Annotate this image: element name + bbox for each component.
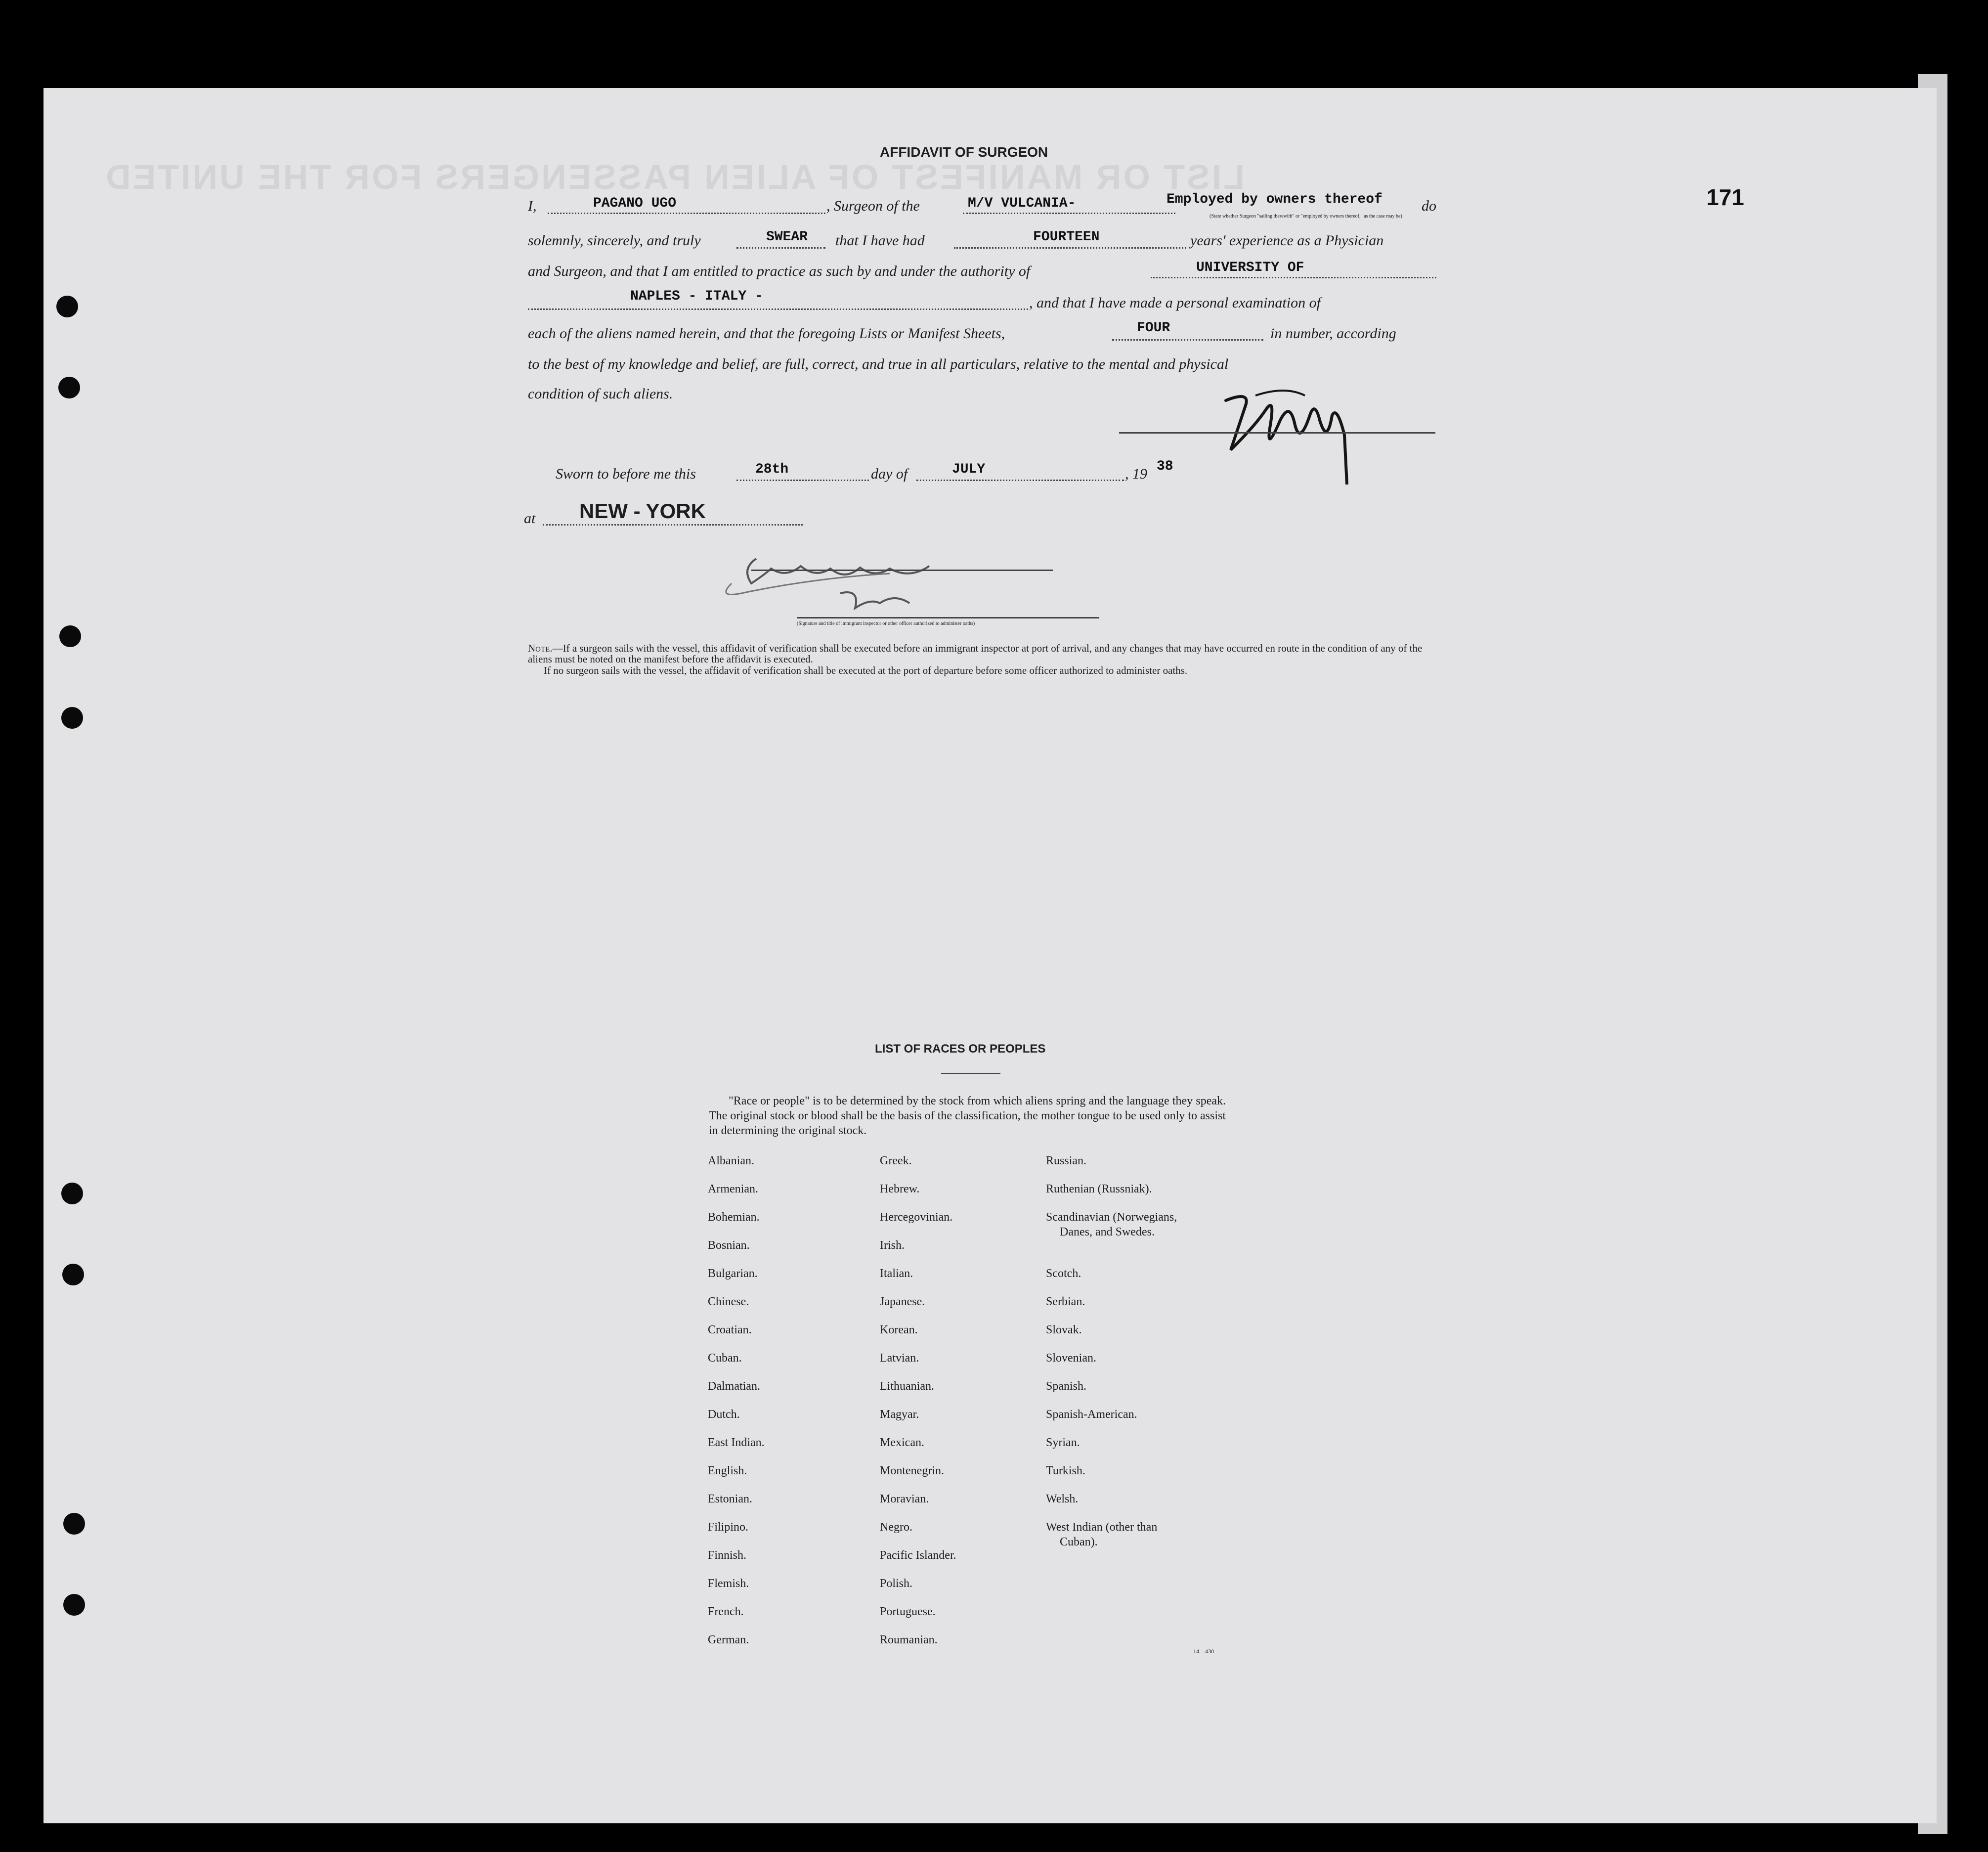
line2-oath-line <box>736 247 825 249</box>
line5-count-line <box>1112 339 1263 341</box>
inspector-signature-line <box>797 617 1099 618</box>
race-item: Bulgarian. <box>708 1267 758 1280</box>
sworn-day-line <box>736 480 869 481</box>
vessel-name: M/V VULCANIA- <box>968 196 1076 211</box>
affidavit-note <box>528 643 1437 664</box>
race-item: Latvian. <box>880 1352 919 1365</box>
punch-hole <box>62 1264 84 1285</box>
race-item: Hercegovinian. <box>880 1211 953 1224</box>
race-item: Bosnian. <box>708 1239 750 1252</box>
punch-hole <box>56 296 78 317</box>
sworn-year-prefix: , 19 <box>1125 466 1147 482</box>
race-item: Filipino. <box>708 1521 749 1534</box>
race-item: Korean. <box>880 1323 918 1336</box>
races-intro: "Race or people" is to be determined by the stock from which aliens spring and the language they speak. The original stock or blood shall be the basis of the classification, the mother tongue to be used only to assist in determining the original stock. <box>709 1095 1226 1137</box>
race-item: Spanish-American. <box>1046 1408 1137 1421</box>
line2-prefix: solemnly, sincerely, and truly <box>528 232 701 249</box>
manifest-sheet-count: FOUR <box>1137 320 1170 336</box>
race-item: Hebrew. <box>880 1183 920 1195</box>
race-item: Spanish. <box>1046 1380 1087 1393</box>
sworn-day: 28th <box>755 462 789 477</box>
race-item: Roumanian. <box>880 1633 938 1646</box>
affidavit-note-2: If no surgeon sails with the vessel, the affidavit of verification shall be executed at the port of departure before some officer authorized to administer oaths. <box>544 664 1188 676</box>
line1-suffix: do <box>1422 198 1436 214</box>
race-item: German. <box>708 1633 749 1646</box>
race-item: Croatian. <box>708 1323 752 1336</box>
place-city: NEW - YORK <box>579 499 706 523</box>
race-item: Irish. <box>880 1239 905 1252</box>
oath-type: SWEAR <box>766 229 808 245</box>
race-item: Cuban). <box>1060 1536 1098 1548</box>
punch-hole <box>61 707 83 729</box>
race-item: Negro. <box>880 1521 912 1534</box>
race-item: Chinese. <box>708 1295 749 1308</box>
sworn-year: 38 <box>1157 459 1173 474</box>
line1-prefix: I, <box>528 198 537 214</box>
race-item: Finnish. <box>708 1549 747 1562</box>
line7: condition of such aliens. <box>528 386 673 402</box>
race-item: Pacific Islander. <box>880 1549 956 1562</box>
sworn-day-of: day of <box>871 466 908 482</box>
line2-mid: that I have had <box>835 232 925 249</box>
race-item: Serbian. <box>1046 1295 1085 1308</box>
sworn-month-line <box>916 480 1124 481</box>
race-item: Russian. <box>1046 1154 1087 1167</box>
line2-years-line <box>954 247 1186 249</box>
line1-name-line <box>548 213 825 214</box>
race-item: Estonian. <box>708 1493 752 1505</box>
race-item: Bohemian. <box>708 1211 760 1224</box>
inspector-signature <box>712 539 969 625</box>
race-item: Slovenian. <box>1046 1352 1096 1365</box>
surgeon-signature <box>1216 366 1374 487</box>
licensing-authority: UNIVERSITY OF <box>1196 260 1304 275</box>
form-number: 14—430 <box>1193 1648 1214 1655</box>
race-item: Armenian. <box>708 1183 758 1195</box>
race-item: Cuban. <box>708 1352 742 1365</box>
race-item: Scotch. <box>1046 1267 1081 1280</box>
race-item: Lithuanian. <box>880 1380 934 1393</box>
years-experience: FOURTEEN <box>1033 229 1100 245</box>
line4-authority-line <box>528 309 1028 310</box>
line5-suffix: in number, according <box>1270 325 1396 342</box>
race-item: English. <box>708 1464 747 1477</box>
note-label: Note. <box>528 642 553 654</box>
race-item: French. <box>708 1605 744 1618</box>
race-item: Ruthenian (Russniak). <box>1046 1183 1152 1195</box>
line3-authority-line <box>1151 277 1436 278</box>
page-number: 171 <box>1706 184 1744 210</box>
punch-hole <box>63 1513 85 1535</box>
surgeon-employment: Employed by owners thereof <box>1167 192 1383 207</box>
race-item: Moravian. <box>880 1493 929 1505</box>
licensing-authority-cont: NAPLES - ITALY - <box>630 289 763 304</box>
race-item: Dalmatian. <box>708 1380 760 1393</box>
sworn-month: JULY <box>952 462 986 477</box>
race-item: Greek. <box>880 1154 912 1167</box>
race-item: Portuguese. <box>880 1605 936 1618</box>
place-line <box>543 524 803 526</box>
race-item: Polish. <box>880 1577 913 1590</box>
race-item: Flemish. <box>708 1577 749 1590</box>
line4-suffix: , and that I have made a personal examination of <box>1029 295 1321 311</box>
race-item: West Indian (other than <box>1046 1521 1158 1534</box>
races-title: LIST OF RACES OR PEOPLES <box>875 1042 1046 1056</box>
punch-hole <box>58 377 80 398</box>
line5-prefix: each of the aliens named herein, and that the foregoing Lists or Manifest Sheets, <box>528 325 1005 342</box>
race-item: Scandinavian (Norwegians, <box>1046 1211 1177 1224</box>
races-title-rule <box>941 1073 1000 1074</box>
employment-note: (State whether Surgeon "sailing therewith" or "employed by owners thereof," as the case may be) <box>1210 214 1402 219</box>
affidavit-title: AFFIDAVIT OF SURGEON <box>880 144 1048 160</box>
sworn-prefix: Sworn to before me this <box>556 466 696 482</box>
race-item: Turkish. <box>1046 1464 1085 1477</box>
race-item: East Indian. <box>708 1436 765 1449</box>
race-item: Magyar. <box>880 1408 919 1421</box>
surgeon-name: PAGANO UGO <box>593 196 677 211</box>
race-item: Slovak. <box>1046 1323 1082 1336</box>
race-item: Italian. <box>880 1267 913 1280</box>
place-prefix: at <box>524 510 536 527</box>
inspector-signature-line-top <box>751 570 1053 571</box>
line6: to the best of my knowledge and belief, are full, correct, and true in all particulars, relative to the mental and physical <box>528 356 1229 372</box>
line1-mid: , Surgeon of the <box>826 198 920 214</box>
bleed-through-header: LIST OR MANIFEST OF ALIEN PASSENGERS FOR THE UNITED <box>104 158 1245 196</box>
document-page <box>43 88 1937 1823</box>
punch-hole <box>63 1594 85 1616</box>
race-item: Montenegrin. <box>880 1464 944 1477</box>
race-item: Mexican. <box>880 1436 924 1449</box>
race-item: Welsh. <box>1046 1493 1079 1505</box>
punch-hole <box>59 625 81 647</box>
surgeon-signature-line <box>1119 432 1435 434</box>
line3-prefix: and Surgeon, and that I am entitled to practice as such by and under the authority of <box>528 263 1031 279</box>
inspector-signature-caption: (Signature and title of immigrant inspector or other officer authorized to administer oaths) <box>797 621 975 626</box>
punch-hole <box>61 1183 83 1204</box>
note-text: —If a surgeon sails with the vessel, this affidavit of verification shall be executed before an immigrant inspector at port of arrival, and any changes that may have occurred en route in the condition of any of the aliens must be noted on the manifest before the affidavit is executed. <box>528 642 1423 665</box>
line2-suffix: years' experience as a Physician <box>1190 232 1384 249</box>
race-item: Danes, and Swedes. <box>1060 1226 1155 1238</box>
line1-vessel-line <box>963 213 1175 214</box>
race-item: Japanese. <box>880 1295 925 1308</box>
race-item: Syrian. <box>1046 1436 1080 1449</box>
race-item: Dutch. <box>708 1408 740 1421</box>
race-item: Albanian. <box>708 1154 754 1167</box>
